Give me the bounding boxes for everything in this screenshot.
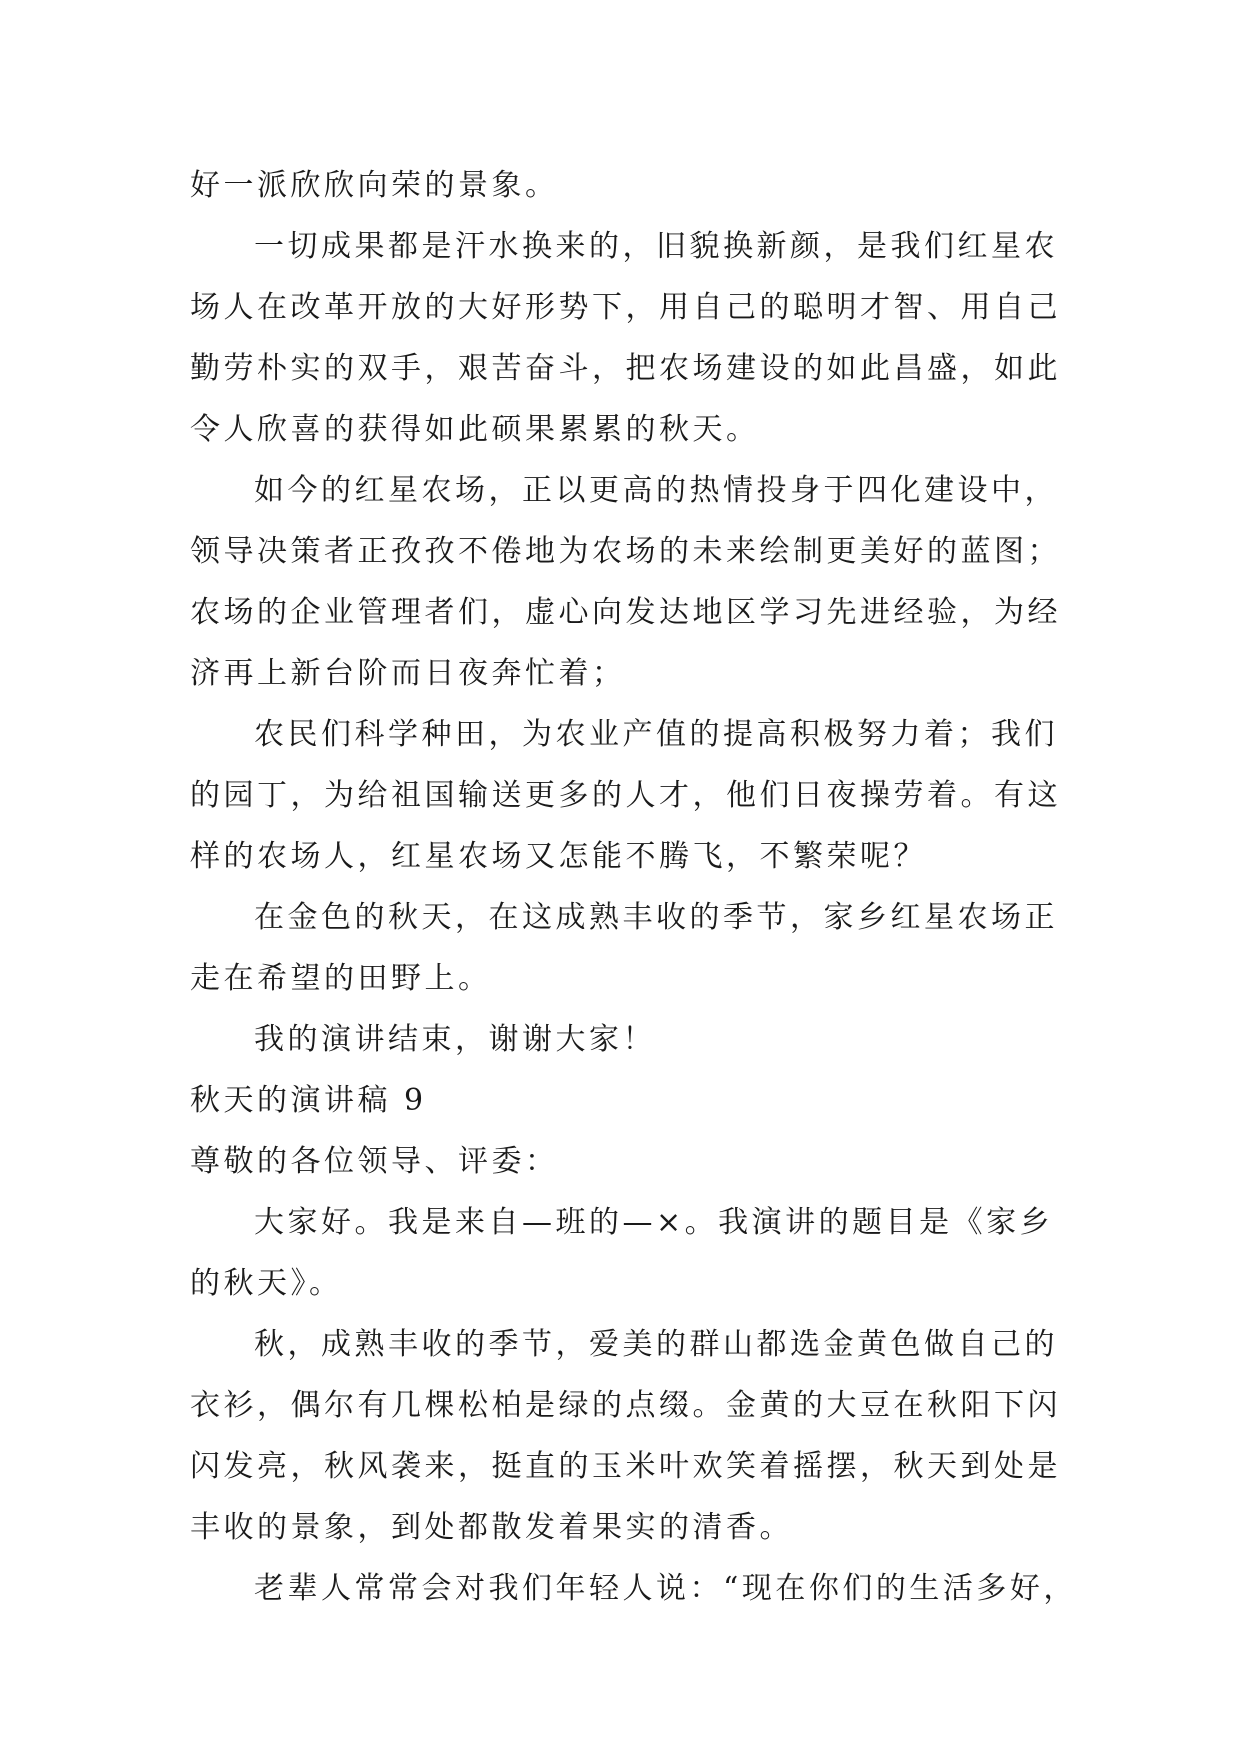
section-heading: 秋天的演讲稿 9 xyxy=(190,1083,427,1118)
text-line: 场人在改革开放的大好形势下，用自己的聪明才智、用自己 xyxy=(190,290,1061,325)
text-line: 好一派欣欣向荣的景象。 xyxy=(190,168,559,203)
text-line: 农场的企业管理者们，虚心向发达地区学习先进经验，为经 xyxy=(190,595,1061,630)
document-page xyxy=(190,155,1077,1619)
text-line: 农民们科学种田，为农业产值的提高积极努力着；我们 xyxy=(254,717,1058,752)
text-line: 领导决策者正孜孜不倦地为农场的未来绘制更美好的蓝图； xyxy=(190,534,1061,569)
text-line: 样的农场人，红星农场又怎能不腾飞，不繁荣呢？ xyxy=(190,839,927,874)
text-line: 大家好。我是来自—班的—×。我演讲的题目是《家乡 xyxy=(254,1205,1054,1240)
text-line: 秋，成熟丰收的季节，爱美的群山都选金黄色做自己的 xyxy=(254,1327,1058,1362)
text-line: 如今的红星农场，正以更高的热情投身于四化建设中， xyxy=(254,473,1058,508)
text-line: 的园丁，为给祖国输送更多的人才，他们日夜操劳着。有这 xyxy=(190,778,1061,813)
text-line: 令人欣喜的获得如此硕果累累的秋天。 xyxy=(190,412,760,447)
text-line: 一切成果都是汗水换来的，旧貌换新颜，是我们红星农 xyxy=(254,229,1058,264)
text-line: 勤劳朴实的双手，艰苦奋斗，把农场建设的如此昌盛，如此 xyxy=(190,351,1061,386)
text-line: 的秋天》。 xyxy=(190,1266,343,1301)
text-line: 济再上新台阶而日夜奔忙着； xyxy=(190,656,626,691)
text-line: 走在希望的田野上。 xyxy=(190,961,492,996)
text-line: 丰收的景象，到处都散发着果实的清香。 xyxy=(190,1510,793,1545)
text-line: 我的演讲结束，谢谢大家！ xyxy=(254,1022,656,1057)
text-line: 衣衫，偶尔有几棵松柏是绿的点缀。金黄的大豆在秋阳下闪 xyxy=(190,1388,1061,1423)
salutation: 尊敬的各位领导、评委： xyxy=(190,1144,559,1179)
text-line: 闪发亮，秋风袭来，挺直的玉米叶欢笑着摇摆，秋天到处是 xyxy=(190,1449,1061,1484)
text-line: 在金色的秋天，在这成熟丰收的季节，家乡红星农场正 xyxy=(254,900,1058,935)
text-line: 老辈人常常会对我们年轻人说：“现在你们的生活多好， xyxy=(254,1571,1077,1606)
